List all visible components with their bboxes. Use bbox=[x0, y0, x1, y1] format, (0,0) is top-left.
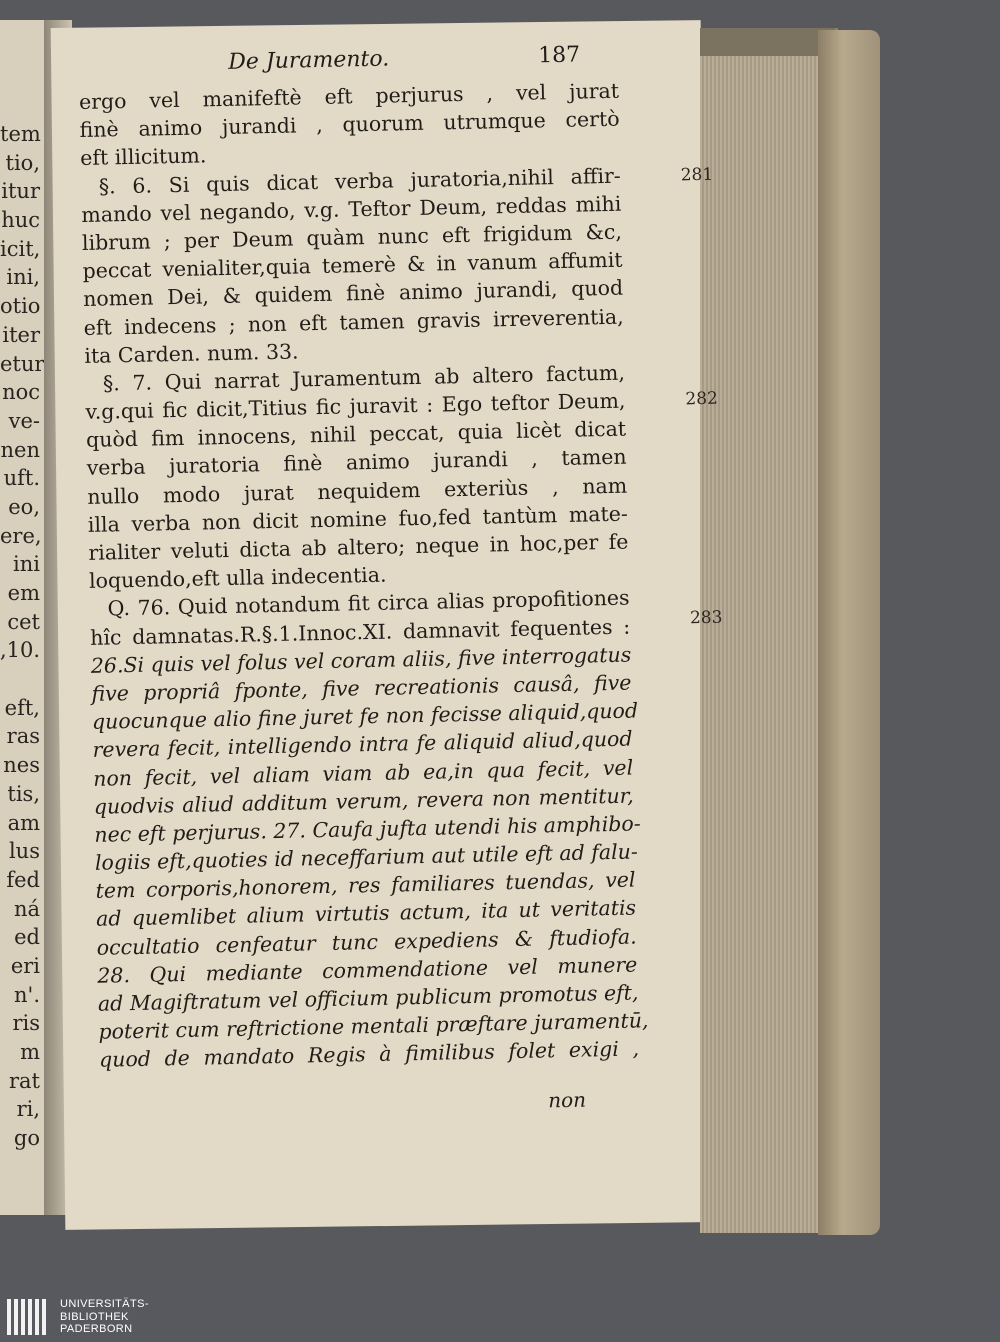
catchword: non bbox=[547, 1087, 587, 1113]
left-fragment: icit, bbox=[0, 236, 41, 261]
text-line: five propriâ fponte, five recreationis causâ, five bbox=[91, 670, 632, 706]
left-fragment: lus bbox=[8, 839, 40, 864]
logo-line: PADERBORN bbox=[60, 1323, 133, 1335]
margin-number: 281 bbox=[680, 164, 714, 186]
left-fragment: eri bbox=[10, 953, 40, 978]
left-fragment: etur bbox=[0, 351, 45, 376]
text-line: ad quemlibet alium virtutis actum, ita ut veritatis bbox=[95, 895, 637, 932]
text-line: finè animo jurandi , quorum utrumque certò bbox=[79, 106, 620, 143]
left-fragment: tis, bbox=[7, 781, 40, 806]
text-line: Q. 76. Quid notandum fit circa alias propofitiones bbox=[107, 585, 630, 621]
left-fragment: noc bbox=[2, 380, 40, 405]
left-fragment: go bbox=[13, 1126, 40, 1151]
text-line: peccat venialiter,quia temerè & in vanum affumit bbox=[82, 247, 623, 284]
left-fragment bbox=[0, 665, 40, 694]
text-line: illa verba non dicit nomine fuo,fed tantùm mate- bbox=[87, 501, 629, 537]
library-footer bbox=[0, 1292, 1000, 1342]
left-fragment: tem bbox=[0, 122, 41, 146]
text-line: ita Carden. num. 33. bbox=[84, 339, 299, 368]
text-line: loquendo,eft ulla indecentia. bbox=[88, 562, 387, 594]
text-line: tem corporis,honorem, res familiares tuendas, vel bbox=[95, 867, 636, 904]
left-fragment: ini bbox=[13, 552, 40, 577]
left-fragment: ere, bbox=[0, 523, 42, 548]
text-line: quocunque alio fine juret fe non fecisse aliquid,quod bbox=[91, 698, 639, 734]
left-fragment: tio, bbox=[5, 150, 40, 175]
text-line: poterit cum reftrictione mentali præftare juramentū, bbox=[98, 1008, 649, 1044]
text-line: mando vel negando, v.g. Teftor Deum, reddas mihi bbox=[81, 191, 622, 227]
text-line: eft indecens ; non eft tamen gravis irreverentia, bbox=[83, 304, 624, 340]
left-fragment: ini, bbox=[6, 265, 40, 290]
text-line: §. 6. Si quis dicat verba juratoria,nihil affir- bbox=[98, 163, 621, 199]
left-fragment: nen bbox=[0, 437, 40, 462]
left-fragment: cet bbox=[7, 609, 40, 634]
left-fragment: iter bbox=[2, 322, 40, 347]
text-line: nullo modo jurat nequidem exteriùs , nam bbox=[87, 473, 628, 509]
text-line: v.g.qui fic dicit,Titius fic juravit : Ego teftor Deum, bbox=[85, 388, 626, 424]
text-line: §. 7. Qui narrat Juramentum ab altero factum, bbox=[102, 360, 626, 396]
book-cover-edge bbox=[818, 30, 880, 1235]
text-line: rialiter veluti dicta ab altero; neque in hoc,per fe bbox=[88, 529, 629, 565]
page-number: 187 bbox=[537, 42, 581, 69]
text-line: librum ; per Deum quàm nunc eft frigidum &c, bbox=[81, 219, 623, 255]
text-line: 28. Qui mediante commendatione vel munere bbox=[97, 952, 638, 988]
left-fragment: ras bbox=[6, 724, 40, 749]
running-head: De Juramento. bbox=[227, 46, 390, 75]
left-fragment: eft, bbox=[4, 695, 40, 720]
library-logo-text bbox=[60, 1298, 149, 1336]
text-line: nomen Dei, & quidem finè animo jurandi, quod bbox=[82, 275, 624, 312]
left-fragment: am bbox=[7, 810, 40, 835]
text-line: 26.Si quis vel folus vel coram aliis, five interrogatus bbox=[90, 642, 632, 678]
left-fragment: m bbox=[20, 1040, 40, 1064]
left-fragment: ed bbox=[14, 925, 40, 950]
logo-line: UNIVERSITÄTS- bbox=[60, 1298, 149, 1310]
text-line: ad Magiftratum vel officium publicum promotus eft, bbox=[97, 980, 639, 1016]
left-fragment: ve- bbox=[8, 408, 40, 433]
left-fragment: em bbox=[7, 581, 40, 605]
text-line: revera fecit, intelligendo intra fe aliquid aliud,quod bbox=[92, 726, 633, 763]
left-fragment: fed bbox=[6, 867, 40, 892]
logo-line: BIBLIOTHEK bbox=[60, 1310, 129, 1323]
left-fragment: otio bbox=[0, 294, 41, 319]
text-line: ergo vel manifeftè eft perjurus , vel jurat bbox=[78, 78, 620, 114]
text-line: non fecit, vel aliam viam ab ea,in qua fecit, vel bbox=[92, 755, 634, 791]
text-line: verba juratoria finè animo jurandi , tamen bbox=[86, 445, 627, 481]
left-fragment: ná bbox=[13, 896, 40, 921]
text-line: quodvis aliud additum verum, revera non mentitur, bbox=[93, 783, 634, 819]
text-line: occultatio cenfeatur tunc expediens & ftudiofa. bbox=[96, 924, 637, 960]
text-line: logiis eft,quoties id neceffarium aut utile eft ad falu- bbox=[94, 839, 639, 875]
text-line: nec eft perjurus. 27. Caufa jufta utendi his amphibo- bbox=[94, 811, 641, 847]
text-line: eft illicitum. bbox=[79, 143, 207, 171]
library-logo-icon bbox=[7, 1299, 49, 1335]
left-fragment: huc bbox=[1, 208, 40, 233]
left-fragment: ris bbox=[12, 1011, 40, 1036]
text-line: quod de mandato Regis à fimilibus folet exigi , bbox=[98, 1036, 640, 1073]
left-fragment: rat bbox=[9, 1068, 40, 1093]
margin-number: 283 bbox=[689, 607, 723, 629]
page-text-block bbox=[78, 41, 723, 1113]
left-fragment: itur bbox=[1, 179, 40, 204]
left-fragment: ri, bbox=[16, 1097, 40, 1122]
margin-number: 282 bbox=[685, 388, 719, 410]
left-page bbox=[0, 20, 47, 1215]
text-line: quòd fim innocens, nihil peccat, quia licèt dicat bbox=[85, 416, 627, 453]
left-fragment: ,10. bbox=[0, 638, 41, 663]
left-fragment: eo, bbox=[8, 494, 40, 519]
left-fragment: n'. bbox=[14, 982, 40, 1007]
left-fragment: uft. bbox=[3, 466, 40, 491]
text-line: hîc damnatas.R.§.1.Innoc.XI. damnavit fequentes : bbox=[90, 614, 631, 650]
left-page-text bbox=[0, 120, 45, 1153]
left-fragment: nes bbox=[3, 753, 40, 778]
